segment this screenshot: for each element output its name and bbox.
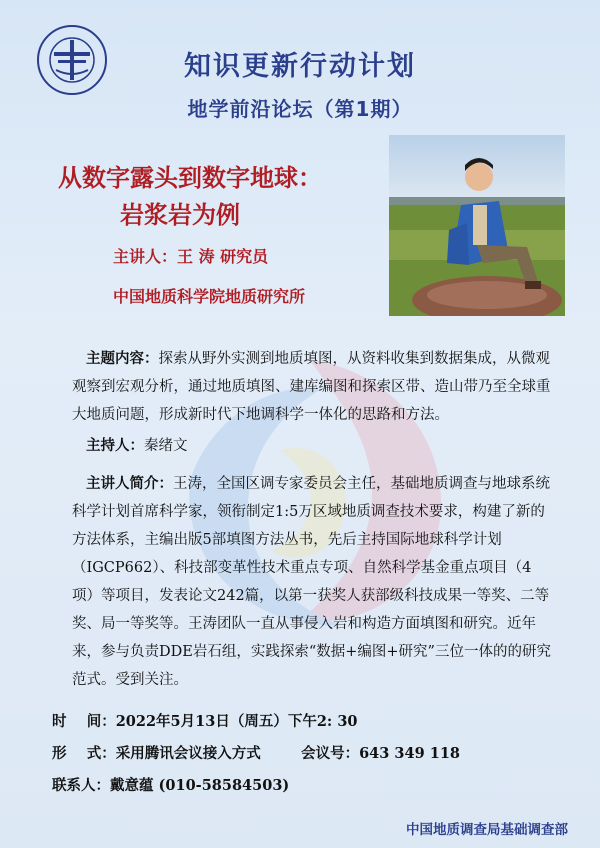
- lecture-topic: [58, 160, 378, 234]
- bio-text: 王涛，全国区调专家委员会主任，基础地质调查与地球系统科学计划首席科学家，领衔制定1:5万区域地质调查技术要求，构建了新的方法体系，主编出版5部填图方法丛书，先后主持国际地球科学计划（IGCP662）、科技部变革性技术重点专项、自然科学基金重点项目（4项）等项目，发表论文242篇，以第一获奖人获部级科技成果一等奖、二等奖、局一等奖等。王涛团队一直从事侵入岩和构造方面填图和研究。近年来，参与负责DDE岩石组，实践探索“数据+编图+研究”三位一体的的研究范式。受到关注。: [72, 476, 551, 688]
- host-name: 秦绪文: [144, 438, 188, 454]
- topic-line-2: 岩浆岩为例: [120, 201, 240, 229]
- time-value: 2022年5月13日（周五）下午2: 30: [115, 713, 358, 730]
- host-paragraph: [72, 432, 552, 460]
- contact-value: 戴意蕴 (010-58584503): [110, 777, 290, 794]
- time-row: [52, 710, 358, 731]
- topic-line-1: 从数字露头到数字地球：: [58, 164, 322, 192]
- meeting-id-label: 会议号：: [301, 745, 360, 762]
- organizer: 中国地质调查局基础调查部: [406, 822, 568, 838]
- format-row: [52, 742, 460, 763]
- theme-label: 主题内容：: [86, 351, 159, 367]
- speaker-name: 主讲人：王 涛 研究员: [113, 247, 269, 266]
- speaker-institute: 中国地质科学院地质研究所: [113, 287, 306, 306]
- host-label: 主持人：: [86, 438, 144, 454]
- page-title: 知识更新行动计划: [184, 51, 416, 82]
- theme-text: 探索从野外实测到地质填图，从资料收集到数据集成，从微观观察到宏观分析，通过地质填图、建库编图和探索区带、造山带乃至全球重大地质问题，形成新时代下地调科学一体化的思路和方法。: [72, 351, 551, 423]
- contact-row: [52, 774, 289, 795]
- time-label: 时 间：: [52, 713, 116, 730]
- speaker-photo: [389, 135, 565, 316]
- theme-paragraph: [72, 345, 552, 429]
- format-label: 形 式：: [52, 745, 116, 762]
- meeting-id-value: 643 349 118: [359, 745, 460, 762]
- contact-label: 联系人：: [52, 777, 110, 794]
- bio-label: 主讲人简介：: [86, 476, 173, 492]
- format-value: 采用腾讯会议接入方式: [115, 745, 261, 762]
- page-subtitle: 地学前沿论坛（第1期）: [187, 97, 413, 121]
- bio-paragraph: [72, 470, 552, 694]
